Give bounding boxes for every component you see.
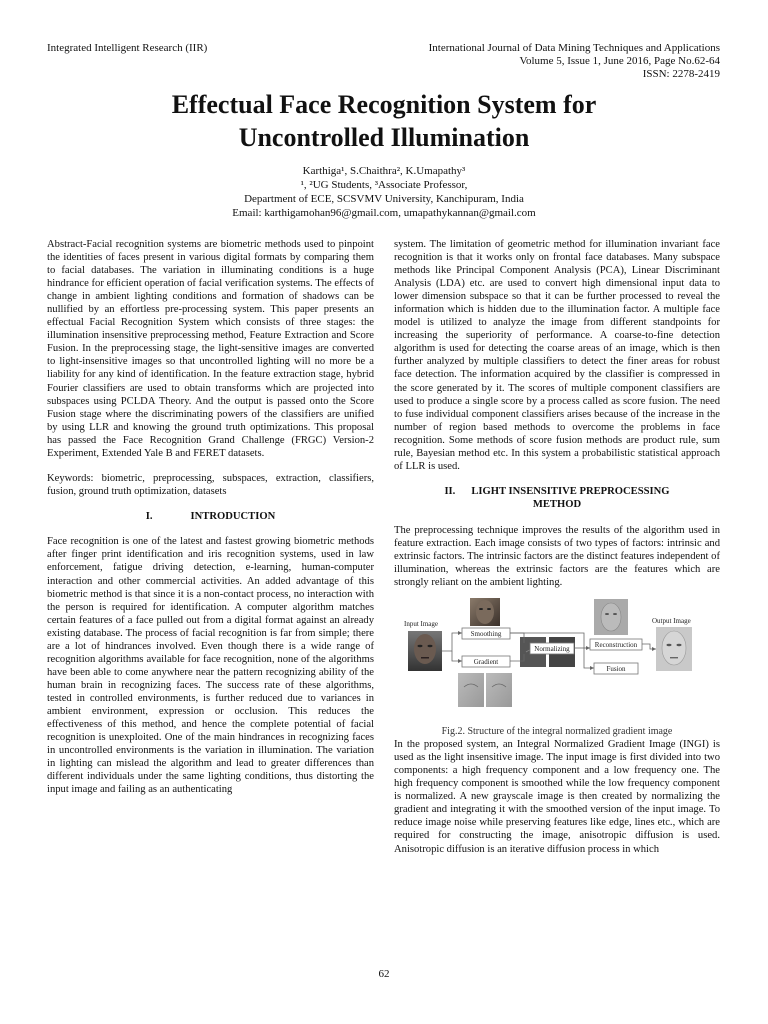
journal-name: International Journal of Data Mining Techniques and Applications — [428, 42, 720, 54]
paper-title — [0, 88, 768, 154]
journal-info — [429, 42, 720, 81]
section-title-line-1: LIGHT INSENSITIVE PREPROCESSING — [471, 485, 670, 497]
title-line-2: Uncontrolled Illumination — [238, 123, 530, 152]
section-title: INTRODUCTION — [190, 510, 276, 522]
journal-publisher: Integrated Intelligent Research (IIR) — [47, 42, 208, 54]
normalizing-label: Normalizing — [534, 645, 570, 654]
input-face-image — [408, 631, 442, 671]
body-paragraph-2: The preprocessing technique improves the results of the algorithm used in feature extraction. Each image consists of two types of factors: intrinsic and extrinsic factors. The intrinsic factors are the distinct features independent of illumination, whereas the extrinsic factors are the features which are strongly reliant on the ambient lighting. — [394, 524, 720, 589]
output-face-image — [656, 627, 692, 671]
section-title-line-2: METHOD — [532, 499, 582, 511]
section-number: I. — [145, 510, 153, 522]
page-number: 62 — [378, 968, 390, 980]
body-paragraph-1: system. The limitation of geometric method for illumination invariant face recognition is that it works only on frontal face databases. Many subspace methods like Principal Component Analysis (PCA), Linear Discriminant Analysis (LDA) etc. are used to convert high dimensional input data to lower dimension subspace so that it can be further processed to reveal the information which is hidden due to the illumination factor. A multiple face model is utilized to analyze the image from different standpoints for increasing the superiority of performance. A coarse-to-fine detection algorithm is used for detecting the coarse areas of an image, which is then further analyzed by multiple classifiers to detect the finer areas for robust face detection. The information acquired by the classifier is compressed in the score generated by it. The scores of multiple component classifiers are used to produce a single score by a process called as score fusion. The need to fuse individual component classifiers arises because of the increase in the number of region based methods to overcome the problems in face recognition. Some methods of score fusion methods are product rule, sum rule, Bayesian method etc. In this system a probabilistic statistical approach of LLR is used. — [394, 239, 720, 472]
body-paragraph-3: In the proposed system, an Integral Normalized Gradient Image (INGI) is used as the light insensitive image. The input image is first divided into two components: a high frequency component and a low frequency one. The high frequency component is smoothed while the low frequency component is normalized. A new grayscale image is then created by normalizing the gradient and integrating it with the smoothed version of the input image. To reduce image noise while preserving features like edge, lines etc., which are required for constructing the image, anisotropic diffusion is used. Anisotropic diffusion is an iterative diffusion process in which — [394, 739, 720, 855]
figure-ingi-structure — [394, 597, 720, 725]
journal-issn: ISSN: 2278-2419 — [642, 68, 720, 80]
author-block — [0, 164, 768, 220]
author-names: Karthiga¹, S.Chaithra², K.Umapathy³ — [302, 165, 466, 177]
fusion-label: Fusion — [606, 665, 626, 674]
figure-caption: Fig.2. Structure of the integral normalized gradient image — [441, 726, 673, 738]
introduction-text: Face recognition is one of the latest and fastest growing biometric methods after finger print identification and iris recognition systems, used in law enforcement, fatigue driving detection, e-learning, human-computer interaction and other commercial activities. An added advantage of this biometric method is that since it is a non-contact process, no interaction with the person is required for identification. A computer algorithm matches certain features of a face pulled out from a digital format against an already existing database. The process of facial recognition is far from simple; there are a lot of hindrances involved. Even though there is a wide range of recognition algorithms available for face recognition, none of the algorithms have been able to come anywhere near the pattern recognizing ability of the human brain in recognizing faces. The success rate of these algorithms, tested in controlled environments, is further reduced due to variances in ambient environment, expression or occlusion. This reduces the effectiveness of this method, and hence the complete potential of facial recognition is unexploited. One of the main hindrances in recognizing faces in uncontrolled environments is the variation in illumination. The variation in lighting can mislead the algorithm and lead to greater differences than different individuals under the same lighting conditions, thus distorting the input image and failing as an authenticating — [47, 536, 374, 796]
journal-volume: Volume 5, Issue 1, June 2016, Page No.62-64 — [519, 55, 720, 67]
keywords: Keywords: biometric, preprocessing, subspaces, extraction, classifiers, fusion, ground truth optimization, datasets — [47, 472, 374, 497]
section-number: II. — [444, 485, 456, 497]
reconstruction-face-image — [594, 599, 628, 635]
gradient-label: Gradient — [473, 658, 499, 667]
author-department: Department of ECE, SCSVMV University, Kanchipuram, India — [244, 193, 524, 205]
input-image-label: Input Image — [404, 620, 439, 629]
output-image-label: Output Image — [652, 617, 691, 626]
section-heading-preprocessing — [394, 485, 720, 512]
gradient-images — [458, 673, 512, 707]
reconstruction-label: Reconstruction — [594, 641, 638, 650]
abstract: Abstract-Facial recognition systems are biometric methods used to pinpoint the identities of faces present in various digital formats by comparing them to facial databases. The variation in illuminating conditions is a huge hindrance for efficient operation of facial verification systems. The effects of change in ambient lighting conditions and formation of shadows can be nullified by an effortless pre-processing system. This paper presents an effectual Facial Recognition System which consists of three stages: the illumination insensitive preprocessing method, Feature Extraction and Score Fusion. In the preprocessing stage, the light-sensitive images are converted to light-insensitive images so that uncontrolled lighting will no more be a liability for any kind of identification. In the feature extraction stage, hybrid Fourier classifiers are used to obtain transforms which are projected into subspaces using PCLDA Theory. And the output is passed onto the Score Fusion stage where the discriminating powers of the classifiers are unified by using LLR and knowing the ground truth optimizations. This proposal has passed the Face Recognition Grand Challenge (FRGC) Version-2 Experiment, Extended Yale B and FERET datasets. — [47, 239, 374, 459]
smoothing-label: Smoothing — [470, 630, 502, 639]
left-column — [47, 238, 374, 796]
section-heading-introduction — [47, 510, 374, 524]
author-roles: ¹, ²UG Students, ³Associate Professor, — [300, 179, 468, 191]
right-column — [394, 238, 720, 856]
figure-diagram — [394, 597, 720, 725]
author-email: Email: karthigamohan96@gmail.com, umapathykannan@gmail.com — [232, 207, 536, 219]
smoothing-face-image — [470, 598, 500, 626]
title-line-1: Effectual Face Recognition System for — [171, 90, 597, 119]
